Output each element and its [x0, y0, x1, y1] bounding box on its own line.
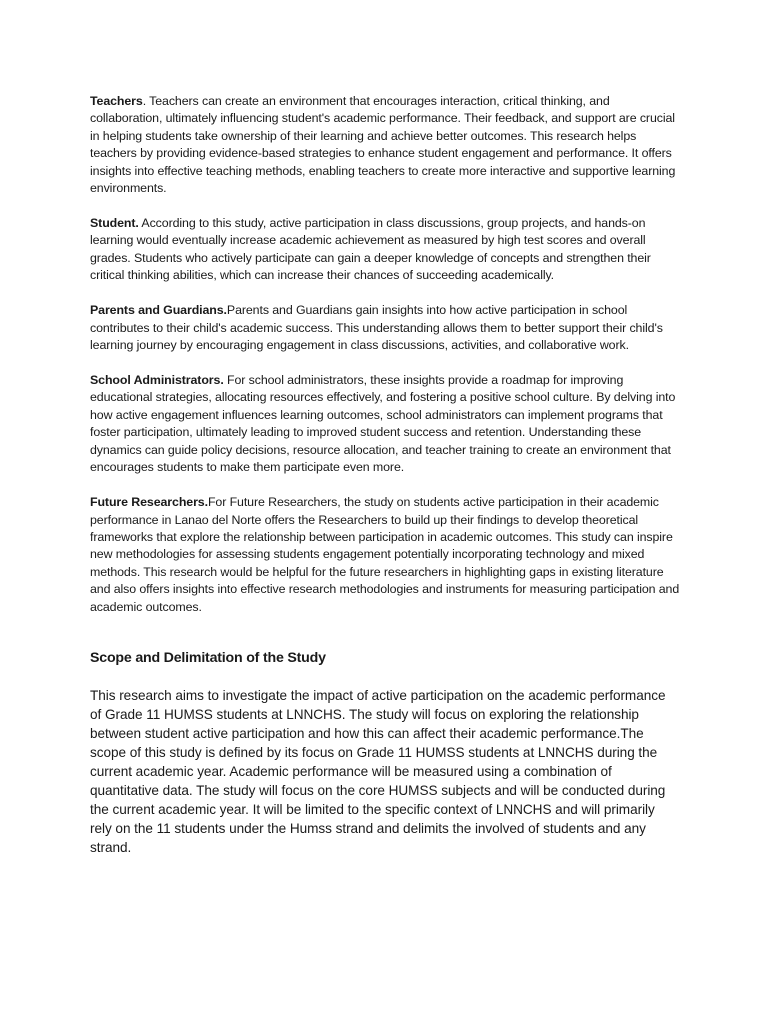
paragraph-teachers — [90, 93, 680, 197]
term-parents: Parents and Guardians. — [90, 303, 227, 318]
paragraph-student-text: According to this study, active participation in class discussions, group projects, and hands-on learning would eventually increase academic achievement as measured by high test scores and overall grades. Students who actively participate can gain a deeper knowledge of concepts and strengthen their critical thinking abilities, which can increase their chances of succeeding academically. — [90, 216, 651, 283]
section-body: This research aims to investigate the impact of active participation on the academic performance of Grade 11 HUMSS students at LNNCHS. The study will focus on exploring the relationship between student active participation and how this can affect their academic performance.The scope of this study is defined by its focus on Grade 11 HUMSS students at LNNCHS during the current academic year. Academic performance will be measured using a combination of quantitative data. The study will focus on the core HUMSS subjects and will be conducted during the current academic year. It will be limited to the specific context of LNNCHS and will primarily rely on the 11 students under the Humss strand and delimits the involved of students and any strand. — [90, 687, 666, 855]
term-administrators: School Administrators. — [90, 373, 224, 388]
paragraph-future-researchers — [90, 494, 680, 616]
paragraph-parents — [90, 302, 680, 354]
term-student: Student. — [90, 216, 139, 231]
term-future-researchers: Future Researchers. — [90, 495, 208, 510]
paragraph-administrators — [90, 372, 680, 476]
section-heading: Scope and Delimitation of the Study — [90, 649, 326, 666]
paragraph-parents-text: Parents and Guardians gain insights into how active participation in school contributes to their child's academic success. This understanding allows them to better support their child's learning journey by encouraging engagement in class discussions, activities, and collaborative work. — [90, 303, 663, 353]
document-page — [90, 93, 680, 857]
paragraph-administrators-text: For school administrators, these insights provide a roadmap for improving educational strategies, allocating resources effectively, and fostering a positive school culture. By delving into how active engagement influences learning outcomes, school administrators can implement programs that foster participation, ultimately leading to improved student success and retention. Understanding these dynamics can guide policy decisions, resource allocation, and teacher training to create an environment that encourages students to make them participate even more. — [90, 373, 676, 475]
paragraph-future-researchers-text: For Future Researchers, the study on students active participation in their academic performance in Lanao del Norte offers the Researchers to build up their findings to develop theoretical frameworks that explore the relationship between participation in academic outcomes. This study can inspire new methodologies for assessing students engagement potentially incorporating technology and mixed methods. This research would be helpful for the future researchers in highlighting gaps in existing literature and also offers insights into effective research methodologies and instruments for measuring participation and academic outcomes. — [90, 495, 680, 614]
term-teachers: Teachers — [90, 94, 143, 108]
paragraph-teachers-text: . Teachers can create an environment that encourages interaction, critical thinking, and collaboration, ultimately influencing student's academic performance. Their feedback, and support are crucial in helping students take ownership of their learning and achieve better outcomes. This research helps teachers by providing evidence-based strategies to enhance student engagement and performance. It offers insights into effective teaching methods, enabling teachers to create more interactive and supportive learning environments. — [90, 94, 676, 196]
paragraph-student — [90, 215, 680, 285]
